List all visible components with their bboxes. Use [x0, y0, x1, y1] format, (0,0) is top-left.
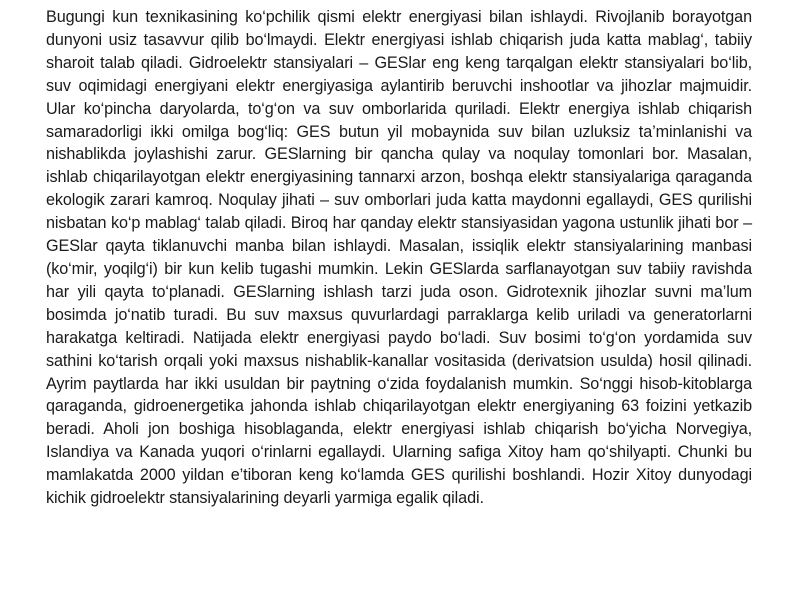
body-paragraph: Bugungi kun texnikasining ko‘pchilik qismi elektr energiyasi bilan ishlaydi. Rivojlanib borayotgan dunyoni usiz tasavvur qilib bo‘lmaydi. Elektr energiyasi ishlab chiqarish juda katta mablag‘, tabiiy sharoit talab qiladi. Gidroelektr stansiyalari – GESlar eng keng tarqalgan elektr stansiyalari bo‘lib, suv oqimidagi energiyani elektr energiyasiga aylantirib beruvchi inshootlar va jihozlar majmuidir. Ular ko‘pincha daryolarda, to‘g‘on va suv omborlarida quriladi. Elektr energiya ishlab chiqarish samaradorligi ikki omilga bog‘liq: GES butun yil mobaynida suv bilan uzluksiz ta’minlanishi va nishablikda joylashishi zarur. GESlarning bir qancha qulay va noqulay tomonlari bor. Masalan, ishlab chiqarilayotgan elektr energiyasining tannarxi arzon, boshqa elektr stansiyalariga qaraganda ekologik zarari kamroq. Noqulay jihati – suv omborlari juda katta maydonni egallaydi, GES qurilishi nisbatan ko‘p mablag‘ talab qiladi. Biroq har qanday elektr stansiyasidan yagona ustunlik jihati bor – GESlar qayta tiklanuvchi manba bilan ishlaydi. Masalan, issiqlik elektr stansiyalarining manbasi (ko‘mir, yoqilg‘i) bir kun kelib tugashi mumkin. Lekin GESlarda sarflanayotgan suv tabiiy ravishda har yili qayta to‘planadi. GESlarning ishlash tarzi juda oson. Gidrotexnik jihozlar suvni ma’lum bosimda jo‘natib turadi. Bu suv maxsus quvurlardagi parraklarga kelib uriladi va generatorlarni harakatga keltiradi. Natijada elektr energiyasi paydo bo‘ladi. Suv bosimi to‘g‘on yordamida suv sathini ko‘tarish orqali yoki maxsus nishablik-kanallar vositasida (derivatsion usulda) hosil qilinadi. Ayrim paytlarda har ikki usuldan bir paytning o‘zida foydalanish mumkin. So‘nggi hisob-kitoblarga qaraganda, gidroenergetika jahonda ishlab chiqarilayotgan elektr energiyaning 63 foizini yetkazib beradi. Aholi jon boshiga hisoblaganda, elektr energiyasi ishlab chiqarish bo‘yicha Norvegiya, Islandiya va Kanada yuqori o‘rinlarni egallaydi. Ularning safiga Xitoy ham qo‘shilyapti. Chunki bu mamlakatda 2000 yildan e’tiboran keng ko‘lamda GES qurilishi boshlandi. Hozir Xitoy dunyodagi kichik gidroelektr stansiyalarining deyarli yarmiga egalik qiladi.	[46, 8, 752, 508]
document-page	[46, 6, 752, 510]
